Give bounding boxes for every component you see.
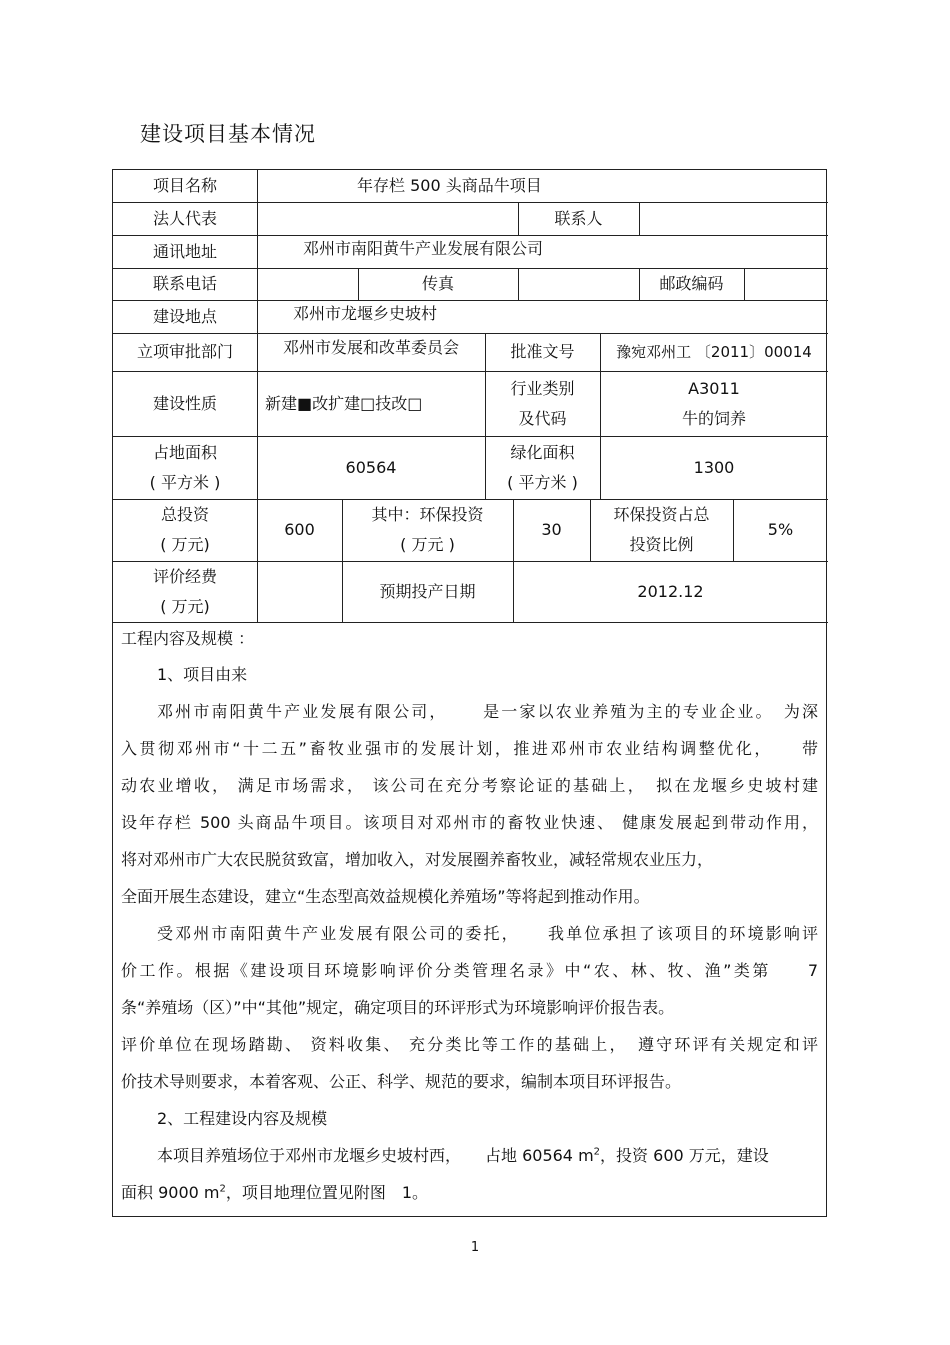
eval-label [113, 561, 257, 622]
nature-value: 新建■改扩建□技改□ [265, 393, 423, 413]
p1-line-6: 全面开展生态建设，建立“生态型高效益规模化养殖场”等将起到推动作用。 [121, 887, 650, 906]
invest-value: 600 [284, 520, 315, 539]
legal-rep-label: 法人代表 [152, 208, 217, 228]
project-info-table [112, 169, 827, 1217]
project-name-value: 年存栏 500 头商品牛项目 [357, 176, 542, 195]
nature-label: 建设性质 [152, 393, 217, 413]
green-label-line2: ( 平方米 ) [507, 472, 578, 492]
green-value: 1300 [693, 457, 735, 477]
fax-label: 传真 [421, 274, 454, 293]
approval-dept-label: 立项审批部门 [136, 342, 233, 361]
green-label [485, 436, 600, 499]
address-value: 邓州市南阳黄牛产业发展有限公司 [303, 239, 544, 258]
section-2-heading: 2、工程建设内容及规模 [157, 1109, 328, 1128]
env-invest-value: 30 [541, 520, 562, 539]
date-label: 预期投产日期 [379, 581, 476, 601]
ratio-label-line2: 投资比例 [629, 535, 694, 554]
area-label-line2: ( 平方米 ) [149, 472, 221, 492]
p3-line-2-part-a: 面积 9000 m [121, 1183, 220, 1202]
eval-label-line1: 评价经费 [152, 566, 217, 586]
p3-line-1-part-b: ，投资 600 万元，建设 [600, 1146, 769, 1165]
section-1-heading: 1、项目由来 [157, 665, 248, 684]
area-value: 60564 [345, 457, 397, 477]
green-label-line1: 绿化面积 [510, 442, 575, 462]
approval-no-label: 批准文号 [510, 342, 575, 361]
contact-value [639, 202, 828, 235]
industry-label-line2: 及代码 [518, 408, 567, 428]
location-label: 建设地点 [152, 306, 217, 326]
p3-line-1 [121, 1137, 818, 1174]
p1-line-3: 动农业增收， 满足市场需求， 该公司在充分考察论证的基础上， 拟在龙堰乡史坡村建 [121, 776, 818, 795]
env-invest-label [342, 499, 513, 561]
phone-label: 联系电话 [152, 274, 217, 293]
p2-line-5: 价技术导则要求，本着客观、公正、科学、规范的要求，编制本项目环评报告。 [121, 1072, 682, 1091]
contact-label: 联系人 [554, 208, 603, 228]
p3-line-2-sup: 2 [219, 1183, 226, 1195]
location-value: 邓州市龙堰乡史坡村 [293, 304, 438, 323]
invest-label [113, 499, 257, 561]
invest-label-line1: 总投资 [160, 505, 209, 524]
industry-code: A3011 [688, 378, 740, 398]
industry-label [485, 371, 600, 436]
invest-label-line2: ( 万元) [160, 535, 210, 554]
project-content [121, 622, 818, 1211]
env-invest-label-line1: 其中：环保投资 [371, 505, 484, 524]
postcode-value [744, 268, 828, 300]
p3-line-1-part-a: 本项目养殖场位于邓州市龙堰乡史坡村西， 占地 60564 m [157, 1146, 594, 1165]
area-label [113, 436, 257, 499]
date-value: 2012.12 [637, 581, 704, 601]
address-label: 通讯地址 [152, 241, 217, 261]
industry-value [600, 371, 828, 436]
p1-line-5: 将对邓州市广大农民脱贫致富，增加收入，对发展圈养畜牧业，减轻常规农业压力， [121, 850, 714, 869]
approval-no-value: 豫宛邓州工 〔2011〕00014 [616, 343, 812, 361]
p2-line-2: 价工作。根据《建设项目环境影响评价分类管理名录》中“农、林、牧、渔”类第 7 [121, 961, 818, 980]
p1-line-4: 设年存栏 500 头商品牛项目。该项目对邓州市的畜牧业快速、 健康发展起到带动作用， [121, 813, 818, 832]
page-title: 建设项目基本情况 [140, 122, 316, 146]
p2-line-1: 受邓州市南阳黄牛产业发展有限公司的委托， 我单位承担了该项目的环境影响评 [157, 924, 818, 943]
eval-label-line2: ( 万元) [160, 596, 210, 616]
project-name-label: 项目名称 [152, 176, 217, 195]
fax-value [518, 268, 639, 300]
p1-line-2: 入贯彻邓州市“十二五”畜牧业强市的发展计划，推进邓州市农业结构调整优化， 带 [121, 739, 818, 758]
ratio-value: 5% [767, 520, 794, 539]
ratio-label-line1: 环保投资占总 [613, 505, 710, 524]
p1-line-1: 邓州市南阳黄牛产业发展有限公司， 是一家以农业养殖为主的专业企业。 为深 [157, 702, 818, 721]
page-number: 1 [470, 1240, 480, 1255]
eval-value [257, 561, 342, 622]
phone-value [257, 268, 358, 300]
env-invest-label-line2: ( 万元 ) [400, 535, 455, 554]
industry-name: 牛的饲养 [681, 408, 746, 428]
ratio-label [590, 499, 733, 561]
industry-label-line1: 行业类别 [510, 378, 575, 398]
p3-line-2 [121, 1174, 818, 1211]
p3-line-2-part-b: ，项目地理位置见附图 1。 [225, 1183, 429, 1202]
legal-rep-value [257, 202, 518, 235]
area-label-line1: 占地面积 [152, 442, 217, 462]
p3-line-1-sup: 2 [593, 1146, 601, 1158]
p2-line-3: 条“养殖场（区）”中“其他”规定，确定项目的环评形式为环境影响评价报告表。 [121, 998, 675, 1017]
postcode-label: 邮政编码 [659, 274, 724, 293]
approval-dept-value: 邓州市发展和改革委员会 [282, 338, 459, 357]
content-heading: 工程内容及规模 ： [121, 629, 255, 648]
p2-line-4: 评价单位在现场踏勘、 资料收集、 充分类比等工作的基础上， 遵守环评有关规定和评 [121, 1035, 818, 1054]
